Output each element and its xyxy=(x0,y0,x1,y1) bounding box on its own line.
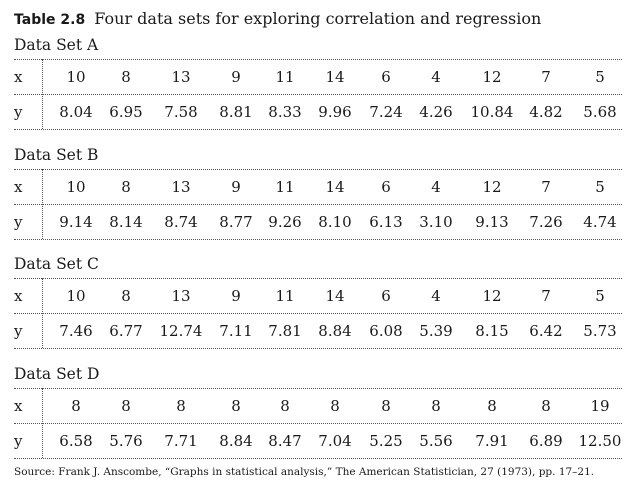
table-cell: 7.91 xyxy=(475,432,509,450)
table-cell: 6.58 xyxy=(59,432,93,450)
table-row-x xyxy=(0,395,642,417)
table-cell: 8 xyxy=(487,397,497,415)
table-row-y xyxy=(0,320,642,342)
table-cell: 9.14 xyxy=(59,213,93,231)
dataset-title: Data Set A xyxy=(14,36,99,54)
table-cell: 7.11 xyxy=(219,322,253,340)
table-cell: 7.71 xyxy=(164,432,198,450)
dataset-title: Data Set C xyxy=(14,255,99,273)
table-rule xyxy=(14,129,622,130)
row-label: y xyxy=(14,432,23,450)
table-cell: 10 xyxy=(66,178,86,196)
table-rule xyxy=(14,348,622,349)
table-cell: 8 xyxy=(280,397,290,415)
table-cell: 13 xyxy=(171,287,191,305)
table-cell: 14 xyxy=(325,178,345,196)
table-cell: 14 xyxy=(325,68,345,86)
table-cell: 4 xyxy=(431,178,441,196)
table-cell: 6 xyxy=(381,68,391,86)
dataset-title: Data Set D xyxy=(14,365,100,383)
row-label: y xyxy=(14,213,23,231)
table-cell: 8 xyxy=(231,397,241,415)
table-row-x xyxy=(0,285,642,307)
table-cell: 8.74 xyxy=(164,213,198,231)
table-cell: 5.73 xyxy=(583,322,617,340)
row-divider xyxy=(14,94,622,95)
table-cell: 9.26 xyxy=(268,213,302,231)
table-cell: 8.84 xyxy=(219,432,253,450)
table-cell: 7.58 xyxy=(164,103,198,121)
table-cell: 6.95 xyxy=(109,103,143,121)
table-rule xyxy=(14,169,622,170)
table-cell: 10 xyxy=(66,68,86,86)
table-cell: 9.13 xyxy=(475,213,509,231)
table-cell: 8.47 xyxy=(268,432,302,450)
table-rule xyxy=(14,388,622,389)
table-cell: 5 xyxy=(595,68,605,86)
table-cell: 11 xyxy=(275,68,295,86)
table-cell: 5.25 xyxy=(369,432,403,450)
table-cell: 10.84 xyxy=(470,103,514,121)
table-row-y xyxy=(0,430,642,452)
table-cell: 4 xyxy=(431,287,441,305)
row-label: x xyxy=(14,287,23,305)
table-cell: 7 xyxy=(541,287,551,305)
table-cell: 8 xyxy=(330,397,340,415)
table-cell: 5.56 xyxy=(419,432,453,450)
table-row-x xyxy=(0,66,642,88)
table-cell: 9 xyxy=(231,287,241,305)
table-cell: 8 xyxy=(121,178,131,196)
table-cell: 6 xyxy=(381,178,391,196)
row-label: x xyxy=(14,178,23,196)
table-cell: 12.74 xyxy=(159,322,203,340)
table-cell: 6.42 xyxy=(529,322,563,340)
table-cell: 9.96 xyxy=(318,103,352,121)
table-cell: 5 xyxy=(595,287,605,305)
table-cell: 13 xyxy=(171,178,191,196)
table-cell: 8 xyxy=(121,68,131,86)
row-label: x xyxy=(14,68,23,86)
table-title: Four data sets for exploring correlation and regression xyxy=(94,9,542,28)
table-row-y xyxy=(0,101,642,123)
table-cell: 6.89 xyxy=(529,432,563,450)
table-cell: 4.82 xyxy=(529,103,563,121)
table-cell: 11 xyxy=(275,178,295,196)
table-cell: 8.04 xyxy=(59,103,93,121)
table-row-x xyxy=(0,176,642,198)
table-cell: 9 xyxy=(231,68,241,86)
table-cell: 5.39 xyxy=(419,322,453,340)
table-cell: 14 xyxy=(325,287,345,305)
table-row-y xyxy=(0,211,642,233)
table-cell: 3.10 xyxy=(419,213,453,231)
table-cell: 8.84 xyxy=(318,322,352,340)
table-rule xyxy=(14,458,622,459)
table-cell: 8 xyxy=(431,397,441,415)
table-cell: 8.15 xyxy=(475,322,509,340)
table-cell: 4.74 xyxy=(583,213,617,231)
table-cell: 8 xyxy=(541,397,551,415)
table-cell: 5 xyxy=(595,178,605,196)
table-cell: 8 xyxy=(121,287,131,305)
table-rule xyxy=(14,278,622,279)
table-label: Table 2.8 xyxy=(14,12,86,28)
table-cell: 7.81 xyxy=(268,322,302,340)
table-cell: 12 xyxy=(482,287,502,305)
table-cell: 6.08 xyxy=(369,322,403,340)
table-cell: 8.14 xyxy=(109,213,143,231)
table-cell: 8.81 xyxy=(219,103,253,121)
table-cell: 7 xyxy=(541,178,551,196)
dataset-title: Data Set B xyxy=(14,146,99,164)
table-cell: 7 xyxy=(541,68,551,86)
table-cell: 6.13 xyxy=(369,213,403,231)
table-cell: 19 xyxy=(590,397,610,415)
table-cell: 4 xyxy=(431,68,441,86)
table-cell: 8.33 xyxy=(268,103,302,121)
table-cell: 8 xyxy=(71,397,81,415)
table-cell: 9 xyxy=(231,178,241,196)
table-cell: 5.68 xyxy=(583,103,617,121)
table-cell: 12.50 xyxy=(578,432,622,450)
table-cell: 5.76 xyxy=(109,432,143,450)
table-rule xyxy=(14,239,622,240)
row-divider xyxy=(14,204,622,205)
table-cell: 8 xyxy=(176,397,186,415)
table-cell: 6.77 xyxy=(109,322,143,340)
row-label: y xyxy=(14,322,23,340)
table-rule xyxy=(14,59,622,60)
row-divider xyxy=(14,313,622,314)
table-cell: 7.04 xyxy=(318,432,352,450)
table-cell: 4.26 xyxy=(419,103,453,121)
table-cell: 12 xyxy=(482,68,502,86)
table-cell: 7.26 xyxy=(529,213,563,231)
table-cell: 10 xyxy=(66,287,86,305)
table-cell: 7.46 xyxy=(59,322,93,340)
table-caption xyxy=(14,9,541,30)
table-cell: 13 xyxy=(171,68,191,86)
row-divider xyxy=(14,423,622,424)
table-cell: 8 xyxy=(381,397,391,415)
source-note: Source: Frank J. Anscombe, “Graphs in statistical analysis,” The American Statistician, 27 (1973), pp. 17–21. xyxy=(14,466,595,478)
table-cell: 12 xyxy=(482,178,502,196)
table-cell: 8.10 xyxy=(318,213,352,231)
row-label: y xyxy=(14,103,23,121)
table-cell: 6 xyxy=(381,287,391,305)
row-label: x xyxy=(14,397,23,415)
table-cell: 8 xyxy=(121,397,131,415)
table-cell: 11 xyxy=(275,287,295,305)
table-cell: 7.24 xyxy=(369,103,403,121)
table-cell: 8.77 xyxy=(219,213,253,231)
